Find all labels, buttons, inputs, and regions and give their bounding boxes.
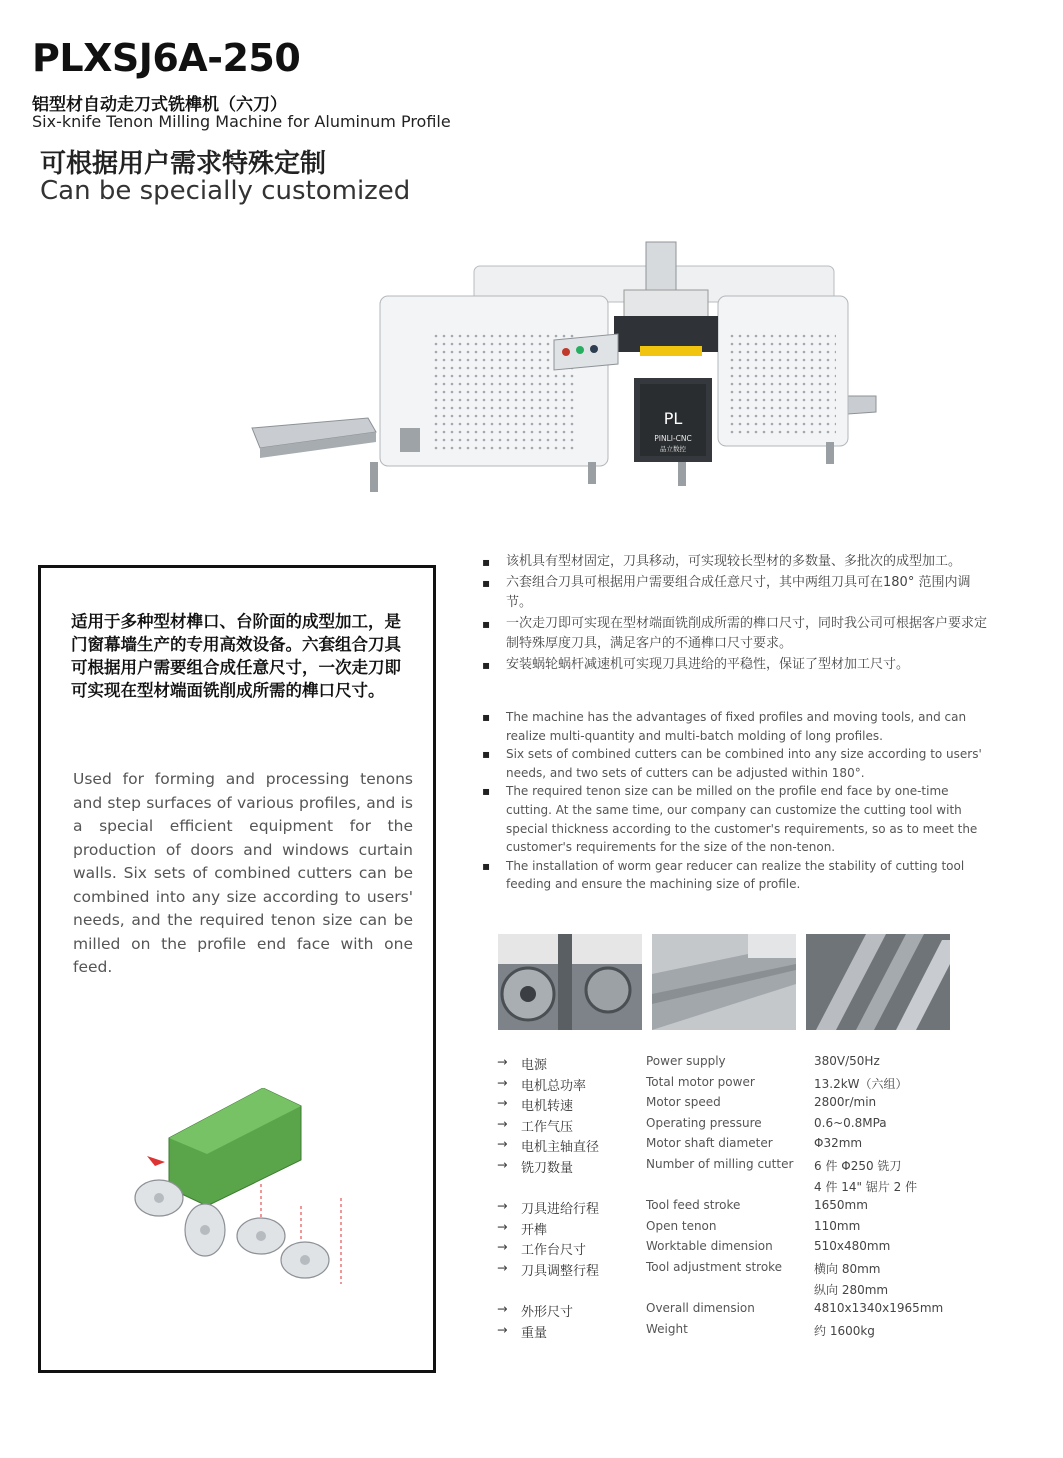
machine-logo: PL bbox=[663, 409, 683, 428]
feature-en-item: ▪ The machine has the advantages of fixed profiles and moving tools, and can realize multi-quantity and multi-batch molding of long profiles. bbox=[482, 708, 994, 745]
spec-row: → 电机转速 Motor speed 2800r/min bbox=[497, 1095, 877, 1115]
custom-heading-en: Can be specially customized bbox=[40, 176, 411, 206]
spec-row-continued: 纵向 280mm bbox=[814, 1282, 889, 1297]
description-cn: 适用于多种型材榫口、台阶面的成型加工，是门窗幕墙生产的专用高效设备。六套组合刀具可根据用户需要组合成任意尺寸，一次走刀即可实现在型材端面铣削成所需的榫口尺寸。 bbox=[71, 612, 401, 700]
feature-cn-item: ▪ 六套组合刀具可根据用户需要组合成任意尺寸，其中两组刀具可在180° 范围内调节。 bbox=[482, 573, 994, 614]
features-en bbox=[482, 708, 994, 894]
product-title-cn: 铝型材自动走刀式铣榫机（六刀） bbox=[32, 95, 287, 115]
feature-cn-item: ▪ 该机具有型材固定，刀具移动，可实现较长型材的多数量、多批次的成型加工。 bbox=[482, 552, 994, 573]
detail-photo-cutters bbox=[498, 934, 642, 1030]
features-cn bbox=[482, 552, 994, 675]
spec-row: → 重量 Weight 约 1600kg bbox=[497, 1321, 875, 1341]
spec-row: → 铣刀数量 Number of milling cutter 6 件 Φ250 铣刀 bbox=[497, 1156, 902, 1176]
machine-image bbox=[248, 236, 878, 498]
detail-photo-tenon bbox=[806, 934, 950, 1030]
product-title-en: Six-knife Tenon Milling Machine for Aluminum Profile bbox=[32, 112, 451, 131]
spec-row: → 电机主轴直径 Motor shaft diameter Φ32mm bbox=[497, 1136, 863, 1156]
feature-en-item: ▪ The installation of worm gear reducer can realize the stability of cutting tool feeding and ensure the machining size of profile. bbox=[482, 857, 994, 894]
feature-cn-item: ▪ 安装蜗轮蜗杆减速机可实现刀具进给的平稳性，保证了型材加工尺寸。 bbox=[482, 655, 994, 676]
spec-row: → 电源 Power supply 380V/50Hz bbox=[497, 1054, 880, 1073]
spec-row: → 工作台尺寸 Worktable dimension 510x480mm bbox=[497, 1239, 891, 1259]
spec-row: → 外形尺寸 Overall dimension 4810x1340x1965mm bbox=[497, 1301, 944, 1321]
spec-row: → 开榫 Open tenon 110mm bbox=[497, 1218, 861, 1238]
description-panel bbox=[38, 565, 436, 1373]
model-number: PLXSJ6A-250 bbox=[32, 36, 301, 80]
custom-heading-cn: 可根据用户需求特殊定制 bbox=[40, 149, 327, 179]
feature-en-item: ▪ Six sets of combined cutters can be combined into any size according to users' needs, and two sets of cutters can be adjusted within 180°. bbox=[482, 745, 994, 782]
spec-row: → 工作气压 Operating pressure 0.6~0.8MPa bbox=[497, 1115, 887, 1135]
spec-row: → 电机总功率 Total motor power 13.2kW（六组） bbox=[497, 1074, 908, 1094]
spec-row: → 刀具调整行程 Tool adjustment stroke 横向 80mm bbox=[497, 1259, 881, 1279]
cutter-illustration bbox=[133, 1088, 343, 1288]
spec-row: → 刀具进给行程 Tool feed stroke 1650mm bbox=[497, 1198, 868, 1218]
machine-brand-cn: 品立数控 bbox=[660, 445, 686, 453]
detail-photo-profile bbox=[652, 934, 796, 1030]
machine-brand: PINLI-CNC bbox=[654, 434, 692, 443]
feature-en-item: ▪ The required tenon size can be milled on the profile end face by one-time cutting. At the same time, our company can customize the cutting tool with special thickness according to the customer's requirements, so as to meet the customer's requirements for the size of the non-tenon. bbox=[482, 782, 994, 856]
description-en: Used for forming and processing tenons and step surfaces of various profiles, and is a special efficient equipment for the production of doors and windows curtain walls. Six sets of combined cutters can be combined into any size according to users' needs, and the required tenon size can be milled on the profile end face with one feed. bbox=[73, 770, 413, 976]
specs-table bbox=[497, 1054, 1037, 1342]
feature-cn-item: ▪ 一次走刀即可实现在型材端面铣削成所需的榫口尺寸，同时我公司可根据客户要求定制特殊厚度刀具，满足客户的不通榫口尺寸要求。 bbox=[482, 614, 994, 655]
spec-row-continued: 4 件 14" 锯片 2 件 bbox=[814, 1179, 918, 1194]
